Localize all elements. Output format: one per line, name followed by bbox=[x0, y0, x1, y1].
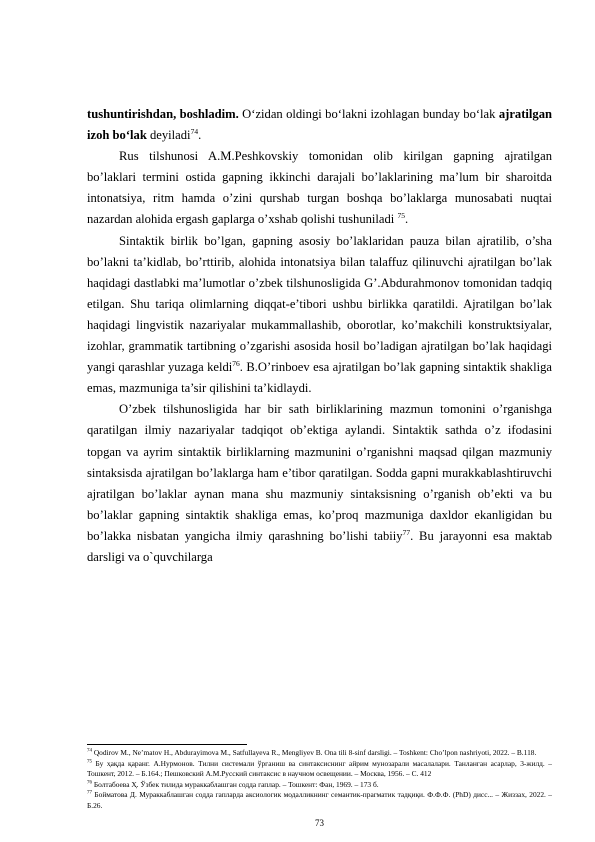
footnote-ref: 77 bbox=[402, 527, 411, 537]
paragraph-text: O‘zidan oldingi bo‘lakni izohlagan bunday bo‘lak bbox=[238, 107, 499, 121]
footnote-text: Болтабоева Ҳ. Ўзбек тилида мураккаблашган содда гаплар. – Тошкент: Фан, 1969. – 173 б. bbox=[92, 779, 379, 789]
paragraph-4 bbox=[87, 399, 552, 568]
paragraph-tail: . bbox=[198, 128, 202, 143]
footnote-ref: 75 bbox=[397, 211, 405, 221]
page-number: 73 bbox=[315, 818, 324, 828]
bold-lead: tushuntirishdan, boshladim. bbox=[87, 107, 239, 121]
footnote-ref: 76 bbox=[232, 358, 240, 368]
paragraph-1 bbox=[87, 104, 552, 146]
footnote-item bbox=[87, 748, 552, 759]
footnote-text: Бу ҳақда қаранг. А.Нурмонов. Тилни системали ўрганиш ва синтаксиснинг айрим мунозарали масалалари. Танланган асарлар, 3-жилд. – Тошкент, 2012. – Б.164.; Пешковский А.М.Русский синтаксис в научном освещении. – Москва, 1956. – С. 412 bbox=[87, 758, 552, 779]
paragraph-text: Rus tilshunosi A.M.Peshkovskiy tomonidan olib kirilgan gapning ajratilgan bo’laklari termini ostida gapning ikkinchi darajali bo’laklarining ma’lum bir sharoitda intonatsiya, ritm hamda o’zini qurshab turgan boshqa bo’laklarga munosabati nuqtai nazardan alohida ergash gaplarga o’xshab qolishi tushuniladi bbox=[87, 149, 552, 227]
footnote-item bbox=[87, 759, 552, 780]
footnote-number: 76 bbox=[87, 780, 92, 786]
paragraph-2 bbox=[87, 146, 552, 230]
footnote-number: 74 bbox=[87, 748, 92, 754]
paragraph-3 bbox=[87, 231, 552, 400]
paragraph-text: O’zbek tilshunosligida har bir sath birliklarining mazmun tomonini o’rganishga qaratilgan ilmiy nazariyalar tadqiqot ob’ektiga aylandi. Sintaktik sathda o’z ifodasini topgan va ayrim sintaktik birliklarning mazmunini o’rganishni maqsad qilgan mazmuniy sintaksisda ajratilgan bo’laklarga ham e’tibor qaratilgan. Sodda gapni murakkablashtiruvchi ajratilgan bo’laklar aynan mana shu mazmuniy sintaksisning o’rganish ob’ekti va bu bo’laklar gapning sintaktik shakliga emas, ko’proq mazmuniga daxldor ekanligidan bu bo’lakka nisbatan yangicha ilmiy qarashning bo’lishi tabiiy bbox=[87, 402, 552, 543]
footnote-number: 77 bbox=[87, 790, 92, 796]
footnote-ref: 74 bbox=[190, 126, 199, 136]
paragraph-tail: . Bu jarayonni esa maktab darsligi va o`quvchilarga bbox=[87, 528, 552, 564]
bold-term: ajratilgan izoh bo‘lak bbox=[87, 107, 552, 143]
footnote-item bbox=[87, 790, 552, 811]
paragraph-text: Sintaktik birlik bo’lgan, gapning asosiy bo’laklaridan pauza bilan ajratilib, o’sha bo’lakni ta’kidlab, bo’rttirib, alohida intonatsiya bilan talaffuz qilinuvchi ajratilgan bo’lak haqidagi dastlabki ma’lumotlar o’zbek tilshunosligida G’.Abdurahmonov tomonidan tadqiq etilgan. Shu tariqa olimlarning diqqat-e’tibori ushbu birlikka qaratildi. Ajratilgan bo’lak haqidagi lingvistik nazariyalar mukammallashib, oborotlar, ko’makchili konstruktsiyalar, izohlar, grammatik tartibning o’zgarishi asosida hosil bo’ladigan ajratilgan bo’lak haqidagi yangi qarashlar yuzaga keldi bbox=[87, 233, 552, 375]
footnote-item bbox=[87, 780, 552, 791]
paragraph-tail: . B.O’rinboev esa ajratilgan bo’lak gapning sintaktik shakliga emas, mazmuniga ta’sir qilishini ta’kidlaydi. bbox=[87, 360, 552, 396]
footnote-text: Qodirov M., Ne’matov H., Abdurayimova M., Satfullayeva R., Mengliyev B. Ona tili 8-sinf darsligi. – Toshkent: Cho’lpon nashriyoti, 2022. – B.118. bbox=[92, 748, 537, 757]
footnote-number: 75 bbox=[87, 759, 92, 765]
paragraph-tail: . bbox=[404, 212, 409, 227]
footnotes bbox=[87, 748, 552, 812]
paragraph-text: deyiladi bbox=[146, 128, 191, 143]
footnote-text: Бойматова Д. Мураккаблашган содда гапларда аксиологик модалликнинг семантик-прагматик тадқиқи. Ф.Ф.Ф. (PhD) дисс... – Жиззах, 2022. – Б.26. bbox=[87, 790, 552, 810]
footnote-separator bbox=[87, 744, 247, 745]
main-text bbox=[87, 104, 552, 568]
